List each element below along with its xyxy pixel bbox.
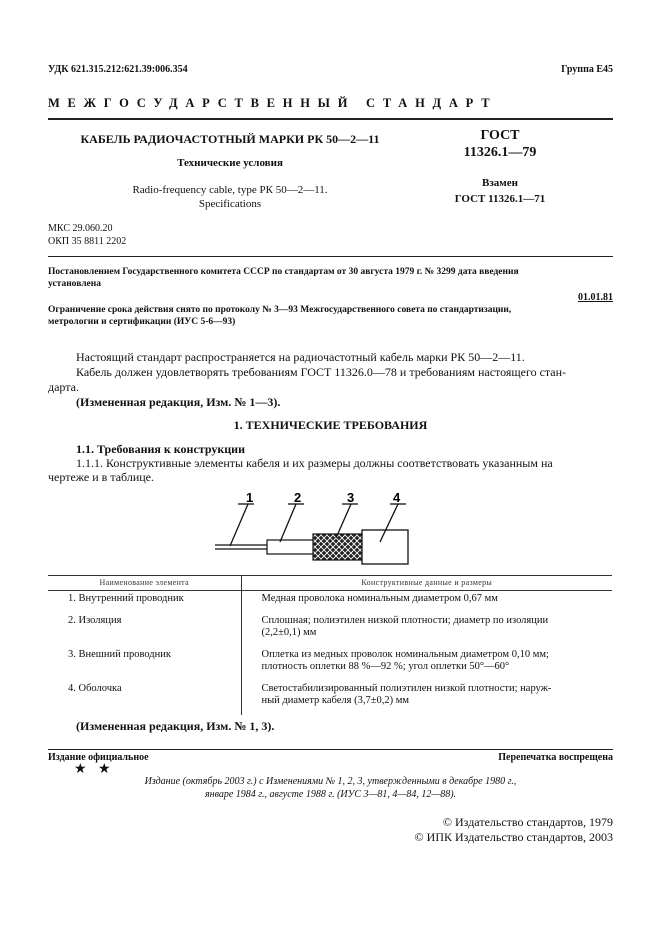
header-construction-data: Конструктивные данные и размеры — [241, 576, 612, 591]
row-element-name: 1. Внутренний проводник — [48, 591, 241, 614]
drawing-label-1: 1 — [246, 490, 254, 505]
decree-line2: установлена — [48, 279, 101, 289]
subsection-paragraph-line1: 1.1.1. Конструктивные элементы кабеля и их размеры должны соответствовать указанным на — [76, 456, 553, 470]
drawing-label-4: 4 — [393, 490, 401, 505]
row-construction-data: Оплетка из медных проволок номинальным диаметром 0,10 мм; плотность оплетки 88 %—92 %; угол оплетки 50°—60° — [261, 649, 549, 672]
gost-label: ГОСТ — [480, 128, 520, 143]
table-row — [48, 613, 612, 647]
english-title-line2: Specifications — [198, 198, 262, 210]
table-header-row — [48, 576, 612, 591]
table-row — [48, 681, 612, 715]
copyright-1979: © Издательство стандартов, 1979 — [442, 815, 613, 829]
footer-rule — [48, 749, 613, 750]
header-element-name: Наименование элемента — [48, 576, 241, 591]
intro-paragraph-2-line1: Кабель должен удовлетворять требованиям ГОСТ 11326.0—78 и требованиям настоящего стан- — [76, 365, 567, 379]
copyright-2003: © ИПК Издательство стандартов, 2003 — [414, 830, 613, 844]
intro-revision-note: (Измененная редакция, Изм. № 1—3). — [76, 395, 281, 409]
gost-number: 11326.1—79 — [463, 145, 537, 160]
udk-code: УДК 621.315.212:621.39:006.354 — [48, 64, 188, 75]
intro-paragraph-2-line2: дарта. — [48, 380, 79, 394]
okp-code: ОКП 35 8811 2202 — [48, 236, 127, 247]
subsection-paragraph-line2: чертеже и в таблице. — [48, 470, 155, 484]
drawing-label-2: 2 — [294, 490, 302, 505]
row-element-name: 4. Оболочка — [48, 681, 241, 715]
table-row — [48, 591, 612, 614]
drawing-label-3: 3 — [347, 490, 355, 505]
cable-drawing — [210, 490, 440, 570]
effective-date: 01.01.81 — [578, 292, 613, 303]
star-icons: ★ ★ — [74, 762, 115, 777]
official-edition-label: Издание официальное — [48, 752, 149, 763]
row-construction-data: Медная проволока номинальным диаметром 0,67 мм — [261, 593, 498, 604]
standard-banner: МЕЖГОСУДАРСТВЕННЫЙ СТАНДАРТ — [48, 96, 498, 110]
limit-line2: метрологии и сертификации (ИУС 5-6—93) — [48, 317, 236, 327]
row-construction-data: Сплошная; полиэтилен низкой плотности; диаметр по изоляции (2,2±0,1) мм — [261, 615, 549, 638]
header-rule — [48, 118, 613, 120]
construction-table — [48, 575, 612, 715]
mks-code: МКС 29.060.20 — [48, 223, 113, 234]
edition-note-line2: январе 1984 г., августе 1988 г. (ИУС 3—81, 4—84, 12—88). — [204, 789, 457, 800]
limit-line1: Ограничение срока действия снято по протоколу № 3—93 Межгосударственного совета по стандартизации, — [48, 305, 512, 315]
edition-note-line1: Издание (октябрь 2003 г.) с Изменениями № 1, 2, 3, утвержденными в декабре 1980 г., — [144, 776, 517, 787]
document-subtitle: Технические условия — [177, 157, 283, 169]
insulation-shape — [267, 540, 317, 554]
decree-line1: Постановлением Государственного комитета СССР по стандартам от 30 августа 1979 г. № 3299 дата введения — [48, 267, 519, 277]
table-revision-note: (Измененная редакция, Изм. № 1, 3). — [76, 719, 275, 733]
document-title: КАБЕЛЬ РАДИОЧАСТОТНЫЙ МАРКИ РК 50—2—11 — [80, 132, 380, 146]
intro-paragraph-1: Настоящий стандарт распространяется на радиочастотный кабель марки РК 50—2—11. — [76, 350, 525, 364]
english-title-line1: Radio-frequency cable, type РК 50—2—11. — [132, 184, 328, 196]
row-element-name: 3. Внешний проводник — [48, 647, 241, 681]
reprint-prohibited-label: Перепечатка воспрещена — [498, 752, 613, 763]
sheath-shape — [362, 530, 408, 564]
title-rule — [48, 256, 613, 257]
replaces-value: ГОСТ 11326.1—71 — [454, 193, 546, 205]
table-row — [48, 647, 612, 681]
row-element-name: 2. Изоляция — [48, 613, 241, 647]
subsection-heading: 1.1. Требования к конструкции — [76, 442, 246, 456]
replaces-label: Взамен — [482, 177, 518, 189]
row-construction-data: Светостабилизированный полиэтилен низкой плотности; наруж- ный диаметр кабеля (3,7±0,2) мм — [261, 683, 552, 706]
section-heading: 1. ТЕХНИЧЕСКИЕ ТРЕБОВАНИЯ — [233, 418, 428, 432]
group-code: Группа Е45 — [561, 64, 613, 75]
outer-conductor-shape — [313, 534, 363, 560]
